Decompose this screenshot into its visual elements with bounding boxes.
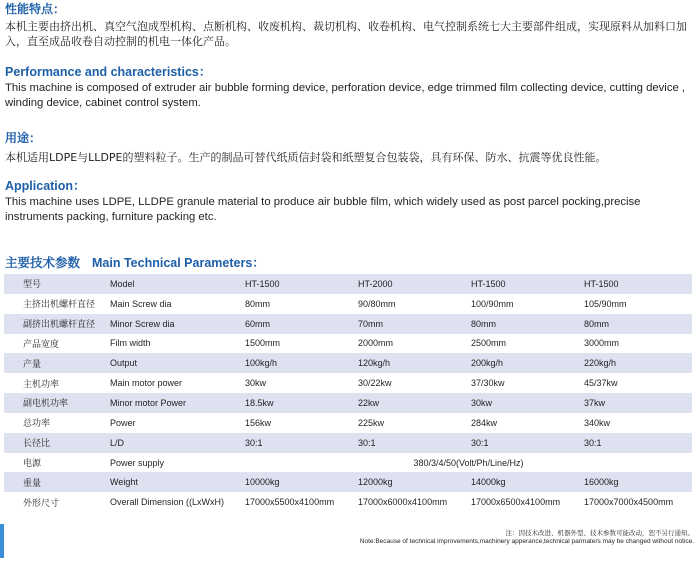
application-heading-cn: 用途： [5,131,42,145]
param-value: 30kw [239,373,352,393]
param-label-cn: 总功率 [4,413,104,433]
table-row [4,314,692,334]
param-value: 37/30kw [465,373,578,393]
param-label-cn: 重量 [4,472,104,492]
param-label-cn: 产量 [4,353,104,373]
param-label-cn: 型号 [4,274,104,294]
param-label-en: Overall Dimension ((LxWxH) [104,492,239,512]
param-value: 17000x6000x4100mm [352,492,465,512]
param-value: 120kg/h [352,353,465,373]
features-text-cn: 本机主要由挤出机、真空气泡成型机构、点断机构、收废机构、裁切机构、收卷机构、电气控制系统七大主要部件组成，实现原料从加料口加入，直至成品收卷自动控制的机电一体化产品。 [5,20,687,48]
param-value: HT-2000 [352,274,465,294]
param-value: 90/80mm [352,294,465,314]
param-value: 22kw [352,393,465,413]
param-value: 30:1 [465,433,578,453]
param-value: 37kw [578,393,692,413]
param-value: 12000kg [352,472,465,492]
param-value: 3000mm [578,334,692,354]
application-text-cn: 本机适用LDPE与LLDPE的塑料粒子。生产的制品可替代纸质信封袋和纸塑复合包装袋，具有环保、防水、抗震等优良性能。 [5,151,607,164]
table-row [4,334,692,354]
note-en: Note:Because of technical improvements,machinery apperance,technical parmaters may be changed without notice. [359,538,694,545]
param-value: 17000x6500x4100mm [465,492,578,512]
param-label-cn: 主挤出机螺杆直径 [4,294,104,314]
param-value: HT-1500 [239,274,352,294]
table-row [4,274,692,294]
table-row [4,492,692,512]
param-label-en: Minor motor Power [104,393,239,413]
param-label-cn: 电源 [4,453,104,473]
param-label-en: Power [104,413,239,433]
note-cn: 注：因技术改进、机器外型、技术参数可能改动，恕不另行通知。 [505,530,694,537]
param-value: HT-1500 [465,274,578,294]
param-value: 2500mm [465,334,578,354]
param-label-en: Output [104,353,239,373]
table-row [4,294,692,314]
param-value: HT-1500 [578,274,692,294]
application-text-en: This machine uses LDPE, LLDPE granule material to produce air bubble film, which widely used as post parcel pocking,precise instruments packing, furniture packing etc. [5,196,641,223]
features-text-en: This machine is composed of extruder air bubble forming device, perforation device, edge trimmed film collecting device, cutting device , winding device, cabinet control system. [5,82,686,109]
param-value: 30kw [465,393,578,413]
param-value: 45/37kw [578,373,692,393]
param-value: 30:1 [578,433,692,453]
param-value: 14000kg [465,472,578,492]
params-title [5,253,277,271]
param-label-en: Minor Screw dia [104,314,239,334]
param-value: 100/90mm [465,294,578,314]
param-value: 340kw [578,413,692,433]
param-value: 225kw [352,413,465,433]
param-value: 100kg/h [239,353,352,373]
table-row [4,413,692,433]
param-value: 17000x7000x4500mm [578,492,692,512]
param-label-en: Film width [104,334,239,354]
table-row [4,353,692,373]
param-value: 200kg/h [465,353,578,373]
param-label-cn: 长径比 [4,433,104,453]
param-value: 18.5kw [239,393,352,413]
param-label-en: Main motor power [104,373,239,393]
application-heading-en: Application： [5,179,86,193]
table-row [4,393,692,413]
param-label-cn: 产品宽度 [4,334,104,354]
param-value: 220kg/h [578,353,692,373]
param-label-cn: 副电机功率 [4,393,104,413]
table-row [4,373,692,393]
param-value: 70mm [352,314,465,334]
param-label-cn: 主机功率 [4,373,104,393]
param-label-en: Power supply [104,453,239,473]
table-row [4,433,692,453]
params-title-cn: 主要技术参数 [5,256,81,270]
param-value: 2000mm [352,334,465,354]
left-accent-bar [0,524,4,558]
param-value: 105/90mm [578,294,692,314]
param-label-en: Weight [104,472,239,492]
param-value: 80mm [239,294,352,314]
param-label-en: L/D [104,433,239,453]
param-value: 30:1 [239,433,352,453]
features-heading-cn: 性能特点： [5,2,66,16]
param-value: 80mm [578,314,692,334]
param-label-en: Main Screw dia [104,294,239,314]
param-value: 80mm [465,314,578,334]
table-row [4,453,692,473]
params-title-en: Main Technical Parameters： [92,256,265,270]
param-value: 17000x5500x4100mm [239,492,352,512]
param-value: 30/22kw [352,373,465,393]
param-value: 284kw [465,413,578,433]
param-label-cn: 副挤出机螺杆直径 [4,314,104,334]
param-value: 30:1 [352,433,465,453]
param-label-en: Model [104,274,239,294]
param-value: 1500mm [239,334,352,354]
param-value: 60mm [239,314,352,334]
param-value: 156kw [239,413,352,433]
table-row [4,472,692,492]
features-heading-en: Performance and characteristics： [5,65,212,79]
params-table [4,274,692,512]
param-label-cn: 外形尺寸 [4,492,104,512]
param-value-spanned: 380/3/4/50(Volt/Ph/Line/Hz) [239,453,692,473]
param-value: 10000kg [239,472,352,492]
param-value: 16000kg [578,472,692,492]
